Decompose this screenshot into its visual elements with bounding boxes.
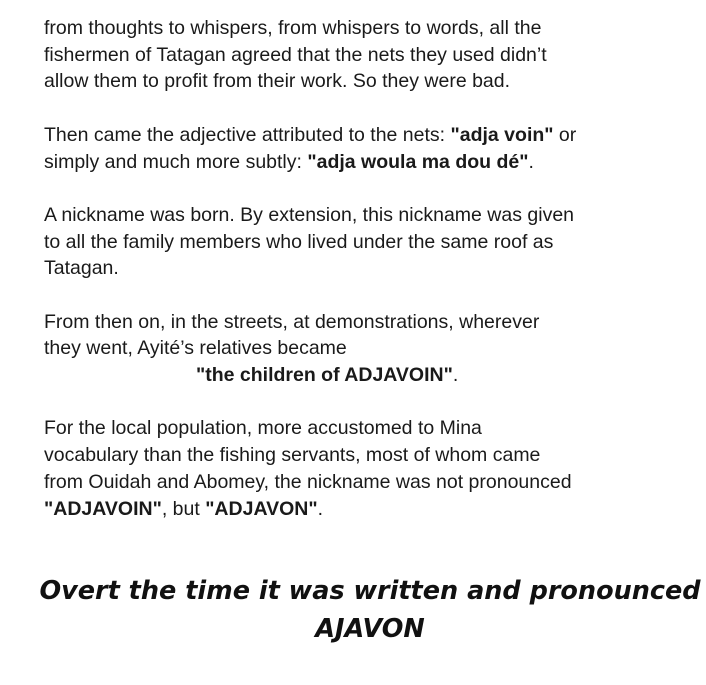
text-run: , but xyxy=(161,497,206,520)
conclusion-heading xyxy=(0,572,706,648)
conclusion-line: Overt the time it was written and pronounced xyxy=(39,576,701,606)
paragraph-adjective xyxy=(44,122,684,175)
term-adjavon: "ADJAVON" xyxy=(205,497,318,520)
text-line xyxy=(44,149,684,176)
term-adja-woula: "adja woula ma dou dé" xyxy=(307,150,529,173)
text-run: . xyxy=(452,364,459,387)
centered-quote-line xyxy=(44,362,684,389)
text-run: . xyxy=(528,150,534,173)
text-line: from Ouidah and Abomey, the nickname was not pronounced xyxy=(44,470,572,493)
paragraph-pronunciation xyxy=(44,415,684,522)
text-line: Tatagan. xyxy=(44,257,119,280)
text-run: Then came the adjective attributed to the nets: xyxy=(44,123,451,146)
text-run: or xyxy=(553,123,577,146)
text-line xyxy=(44,496,684,523)
text-line: to all the family members who lived under the same roof as xyxy=(44,230,554,253)
text-line: fishermen of Tatagan agreed that the nets they used didn’t xyxy=(44,43,547,66)
text-run: simply and much more subtly: xyxy=(44,150,308,173)
text-line xyxy=(44,122,684,149)
paragraph-children-of xyxy=(44,309,684,389)
conclusion-name: AJAVON xyxy=(315,614,425,644)
text-line: A nickname was born. By extension, this nickname was given xyxy=(44,203,575,226)
text-run: . xyxy=(317,497,324,520)
term-adjavoin: "ADJAVOIN" xyxy=(44,497,162,520)
paragraph-nets-bad xyxy=(44,15,684,95)
term-children-of-adjavoin: "the children of ADJAVOIN" xyxy=(196,364,453,387)
text-line: they went, Ayité’s relatives became xyxy=(44,337,347,360)
paragraph-nickname-born xyxy=(44,202,684,282)
term-adja-voin: "adja voin" xyxy=(450,123,554,146)
text-line: allow them to profit from their work. So they were bad. xyxy=(44,70,511,93)
document-body xyxy=(44,15,684,549)
text-line: vocabulary than the fishing servants, most of whom came xyxy=(44,444,541,467)
text-line: from thoughts to whispers, from whispers to words, all the xyxy=(44,17,542,39)
text-line: For the local population, more accustomed to Mina xyxy=(44,417,482,440)
text-line: From then on, in the streets, at demonstrations, wherever xyxy=(44,310,540,333)
